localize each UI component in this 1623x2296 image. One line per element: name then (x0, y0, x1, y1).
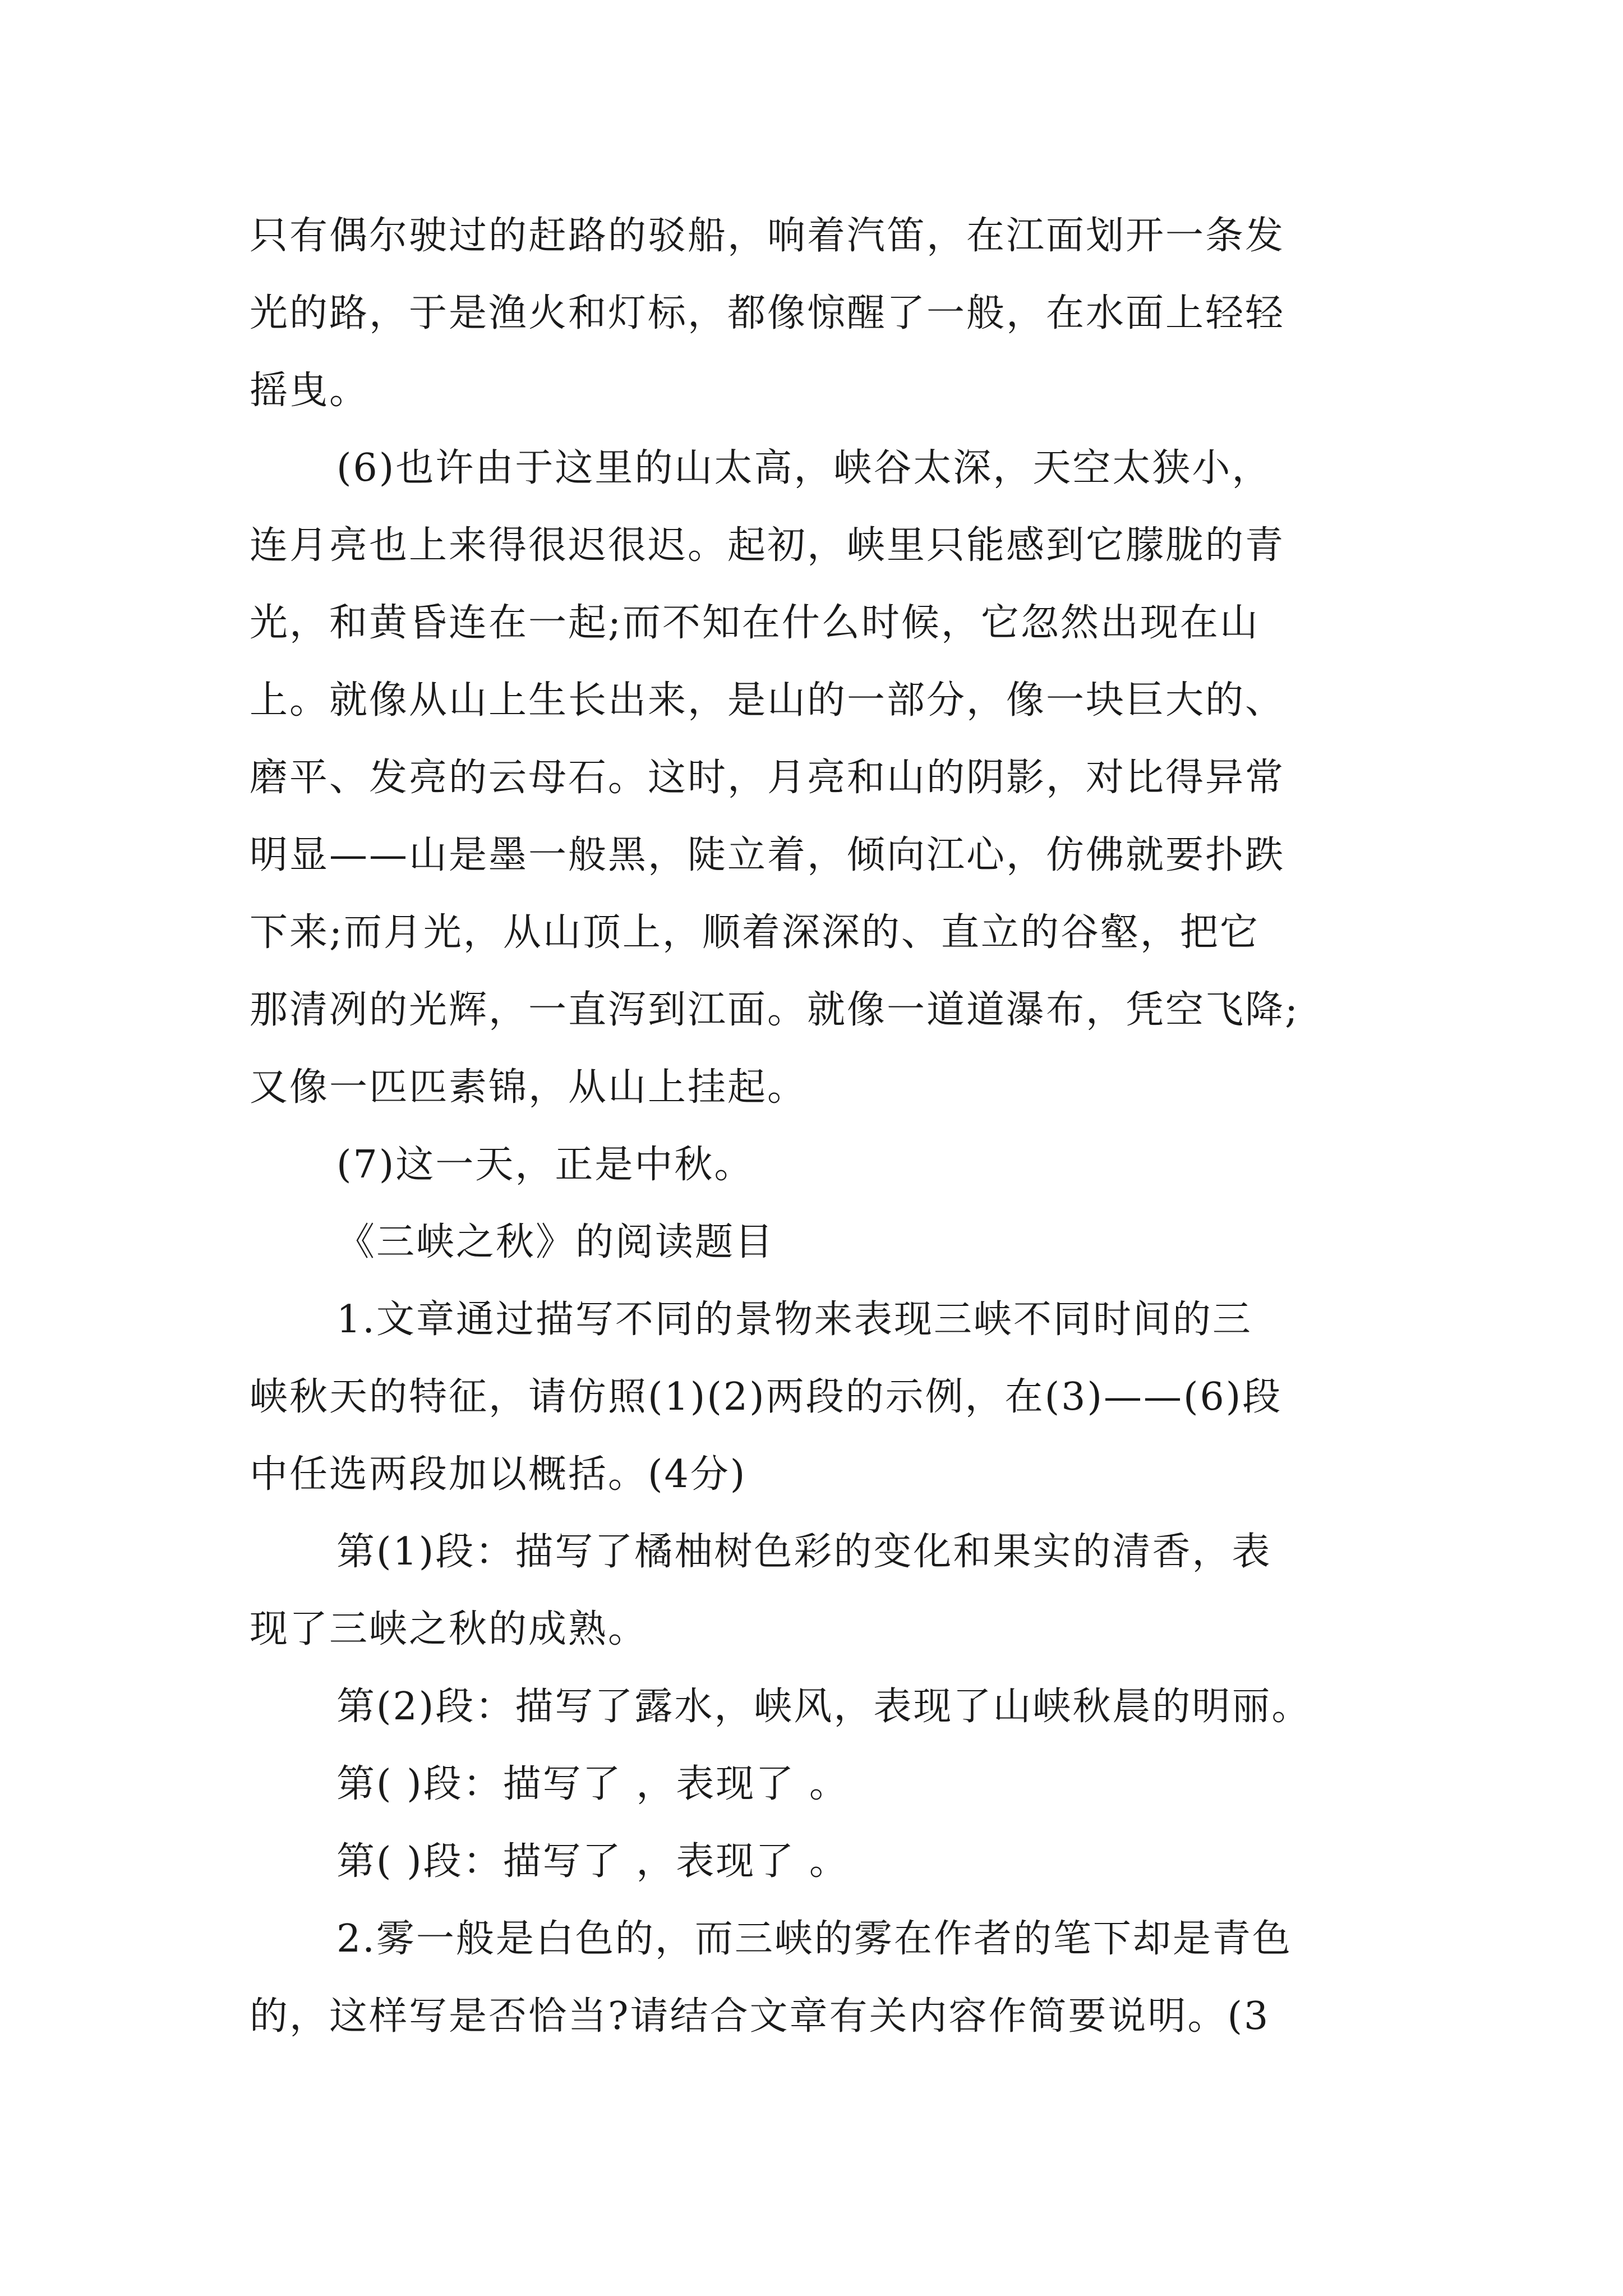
text-line: 明显——山是墨一般黑，陡立着，倾向江心，仿佛就要扑跌 (250, 833, 1285, 877)
text-line: 光的路，于是渔火和灯标，都像惊醒了一般，在水面上轻轻 (250, 291, 1285, 335)
example-paragraph-2: 第(2)段：描写了露水，峡风，表现了山峡秋晨的明丽。 (336, 1685, 1312, 1729)
text-line: 连月亮也上来得很迟很迟。起初，峡里只能感到它朦胧的青 (250, 523, 1285, 568)
blank-answer-line: 第( )段：描写了 ，表现了 。 (336, 1839, 849, 1884)
text-line: 只有偶尔驶过的赶路的驳船，响着汽笛，在江面划开一条发 (250, 214, 1285, 258)
text-line: 的，这样写是否恰当?请结合文章有关内容作简要说明。(3 (250, 1994, 1270, 2039)
text-line: 又像一匹匹素锦，从山上挂起。 (250, 1065, 808, 1110)
text-line: 磨平、发亮的云母石。这时，月亮和山的阴影，对比得异常 (250, 756, 1285, 800)
text-line: 峡秋天的特征，请仿照(1)(2)两段的示例，在(3)——(6)段 (250, 1375, 1283, 1419)
text-line: 光，和黄昏连在一起;而不知在什么时候，它忽然出现在山 (250, 601, 1260, 645)
section-heading: 《三峡之秋》的阅读题目 (336, 1220, 775, 1264)
text-line: 上。就像从山上生长出来，是山的一部分，像一块巨大的、 (250, 678, 1285, 723)
question-2: 2.雾一般是白色的，而三峡的雾在作者的笔下却是青色 (336, 1917, 1292, 1961)
paragraph-6-start: (6)也许由于这里的山太高，峡谷太深，天空太狭小， (336, 446, 1272, 490)
text-line: 下来;而月光，从山顶上，顺着深深的、直立的谷壑，把它 (250, 910, 1260, 955)
text-line: 摇曳。 (250, 369, 370, 413)
example-paragraph-1: 第(1)段：描写了橘柚树色彩的变化和果实的清香，表 (336, 1530, 1272, 1574)
blank-answer-line: 第( )段：描写了 ，表现了 。 (336, 1762, 849, 1806)
text-line: 现了三峡之秋的成熟。 (250, 1607, 648, 1651)
text-line: 中任选两段加以概括。(4分) (250, 1452, 747, 1497)
text-line: 那清冽的光辉，一直泻到江面。就像一道道瀑布，凭空飞降; (250, 988, 1299, 1032)
question-1: 1.文章通过描写不同的景物来表现三峡不同时间的三 (336, 1297, 1252, 1342)
paragraph-7: (7)这一天，正是中秋。 (336, 1143, 754, 1187)
